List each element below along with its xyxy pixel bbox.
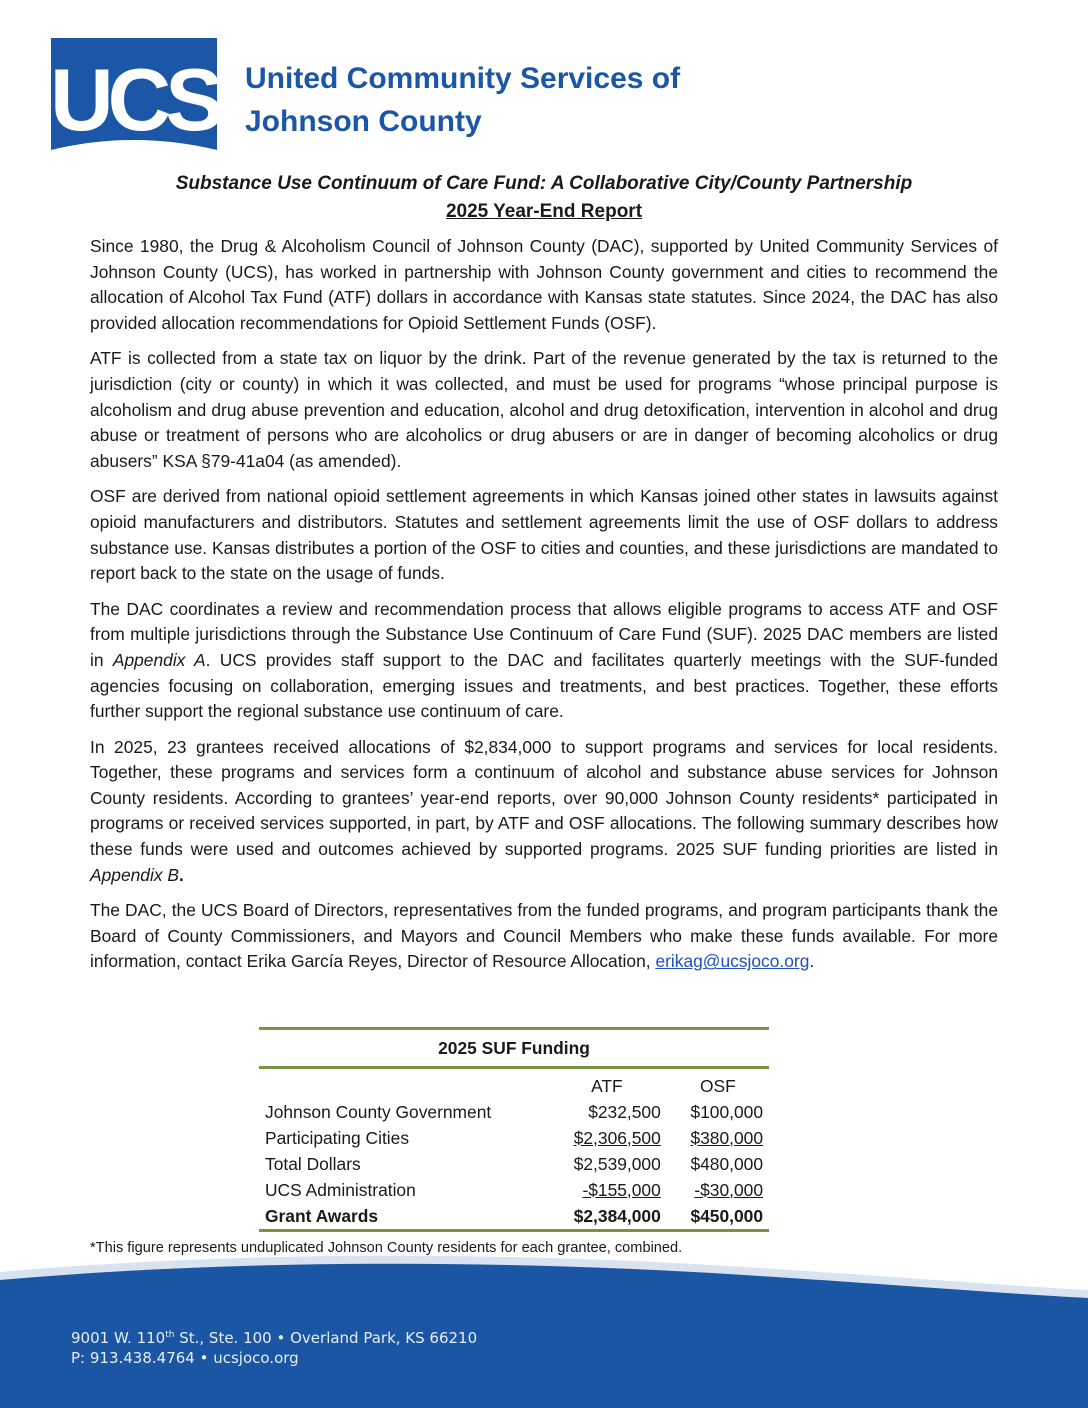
report-main-title: Substance Use Continuum of Care Fund: A Collaborative City/County Partnership — [175, 173, 913, 194]
appendix-b-reference: Appendix B — [90, 864, 179, 885]
footer-address: 9001 W. 110th St., Ste. 100 • Overland Park, KS 66210 — [71, 1329, 478, 1347]
org-name-line2: Johnson County — [245, 105, 482, 138]
paragraph-2025-allocations: In 2025, 23 grantees received allocations of $2,834,000 to support programs and services for local residents. Together, these programs and services form a continuum of alcohol and substance abuse services for Johnson County residents. According to grantees’ year-end reports, over 90,000 Johnson County residents* participated in programs or received services supported, in part, by ATF and OSF allocations. The following summary describes how these funds were used and outcomes achieved by supported programs. 2025 SUF funding priorities are listed in Appendix B. — [90, 736, 998, 885]
col-header-osf: OSF — [700, 1075, 736, 1096]
table-row: Total Dollars $2,539,000 $480,000 — [265, 1153, 763, 1174]
table-row: Participating Cities $2,306,500 $380,000 — [265, 1127, 763, 1148]
funding-table-caption: 2025 SUF Funding — [259, 1029, 769, 1068]
organization-name — [245, 57, 680, 143]
paragraph-dac-process: The DAC coordinates a review and recommendation process that allows eligible programs to access ATF and OSF from multiple jurisdictions through the Substance Use Continuum of Care Fund (SUF). 2025 DAC members are listed in Appendix A. UCS provides staff support to the DAC and facilitates quarterly meetings with the SUF-funded agencies focusing on collaboration, emerging issues and treatments, and best practices. Together, these efforts further support the regional substance use continuum of care. — [90, 598, 998, 722]
ucs-logo-graphic — [51, 38, 217, 150]
paragraph-atf: ATF is collected from a state tax on liquor by the drink. Part of the revenue generated by the tax is returned to the jurisdiction (city or county) in which it was collected, and must be used for programs “whose principal purpose is alcoholism and drug abuse prevention and education, alcohol and drug detoxification, intervention in alcohol and drug abuse or treatment of persons who are alcoholics or drug abusers or are in danger of becoming alcoholics or drug abusers” KSA §79-41a04 (as amended). — [90, 348, 998, 471]
footer-phone-web: P: 913.438.4764 • ucsjoco.org — [71, 1349, 299, 1367]
paragraph-thanks: The DAC, the UCS Board of Directors, representatives from the funded programs, and program participants thank the Board of County Commissioners, and Mayors and Council Members who make these funds available. For more information, contact Erika García Reyes, Director of Resource Allocation, erikag@ucsjoco.org. — [90, 900, 998, 972]
logo-text: UCS — [51, 50, 217, 149]
report-body — [90, 234, 998, 985]
report-title — [90, 170, 998, 226]
table-row-total: Grant Awards $2,384,000 $450,000 — [259, 1203, 769, 1231]
footnote: *This figure represents unduplicated Johnson County residents for each grantee, combined. — [90, 1240, 683, 1256]
table-row: Johnson County Government $232,500 $100,000 — [265, 1101, 763, 1122]
funding-table-caption-row — [259, 1029, 769, 1068]
paragraph-history: Since 1980, the Drug & Alcoholism Council of Johnson County (DAC), supported by United Community Services of Johnson County (UCS), has worked in partnership with Johnson County government and cities to recommend the allocation of Alcohol Tax Fund (ATF) dollars in accordance with Kansas state statutes. Since 2024, the DAC has also provided allocation recommendations for Opioid Settlement Funds (OSF). — [90, 236, 998, 333]
funding-table-header — [259, 1068, 769, 1100]
col-header-atf: ATF — [591, 1075, 623, 1096]
report-subtitle: 2025 Year-End Report — [445, 201, 643, 222]
paragraph-osf: OSF are derived from national opioid settlement agreements in which Kansas joined other states in lawsuits against opioid manufacturers and distributors. Statutes and settlement agreements limit the use of OSF dollars to address substance use. Kansas distributes a portion of the OSF to cities and counties, and these jurisdictions are mandated to report back to the state on the usage of funds. — [90, 486, 998, 584]
appendix-a-reference: Appendix A — [112, 649, 206, 670]
funding-table — [259, 1027, 769, 1232]
contact-email-link[interactable]: erikag@ucsjoco.org — [655, 951, 810, 972]
funding-table-container — [259, 1027, 769, 1232]
ucs-logo — [51, 38, 217, 150]
table-row: UCS Administration -$155,000 -$30,000 — [265, 1179, 763, 1200]
footer-contact — [71, 1325, 477, 1368]
org-name-line1: United Community Services of — [245, 62, 681, 95]
